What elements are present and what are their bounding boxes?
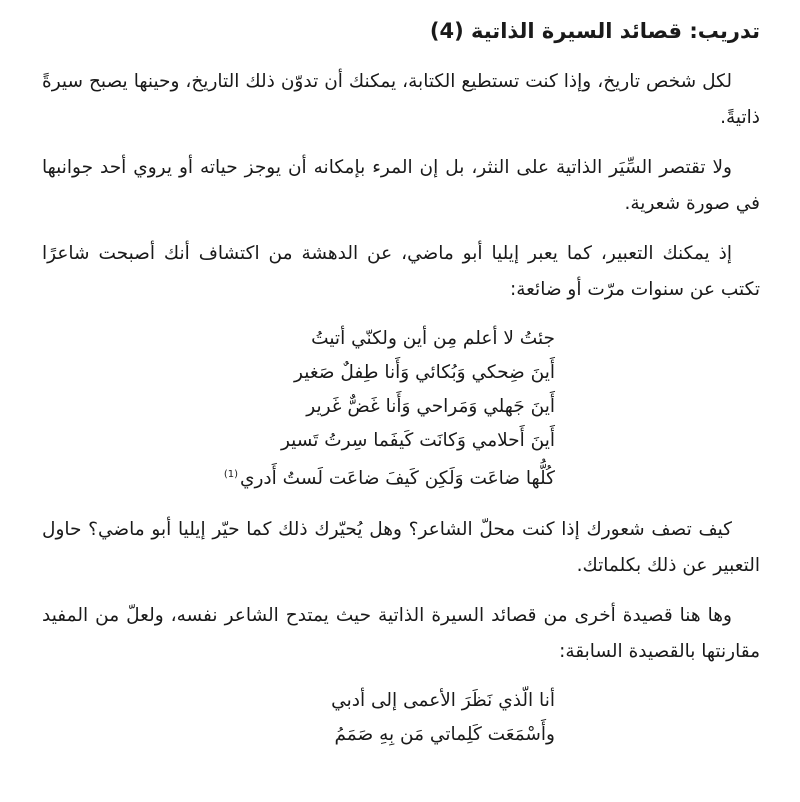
poem-mutanabbi	[42, 684, 760, 752]
question-paragraph: كيف تصف شعورك إذا كنت محلّ الشاعر؟ وهل يُحيّرك ذلك كما حيّر إيليا أبو ماضي؟ حاول التعبير عن ذلك بكلماتك.	[42, 519, 760, 577]
footnote-mark: (1)	[223, 469, 238, 480]
poem-line: أَينَ جَهلي وَمَراحي وَأَنا غَضٌّ غَرير	[306, 396, 555, 417]
prose-paragraph: ولا تقتصر السِّيَر الذاتية على النثر، بل إن المرء بإمكانه أن يوجز حياته أو يروي أحد جوانبها في صورة شعرية.	[42, 157, 760, 214]
poem-line: وأَسْمَعَت كَلِماتي مَن بِهِ صَمَمُ	[334, 724, 555, 746]
poem-line: أَينَ أَحلامي وَكانَت كَيفَما سِرتُ تَسير	[280, 430, 555, 451]
poem-line-text: كُلُّها ضاعَت وَلَكِن كَيفَ ضاعَت لَستُ أَدري	[240, 468, 555, 490]
poem-line-last	[42, 458, 555, 496]
lead-in-paragraph: إذ يمكنك التعبير، كما يعبر إيليا أبو ماضي، عن الدهشة من اكتشاف أنك أصبحت شاعرًا تكتب عن سنوات مرّت أو ضائعة:	[42, 243, 760, 300]
poem-line: أَينَ ضِحكي وَبُكائي وَأَنا طِفلٌ صَغير	[294, 362, 555, 383]
poem-abu-madi	[42, 322, 760, 496]
page-title: تدريب: قصائد السيرة الذاتية (4)	[429, 19, 760, 43]
comparison-paragraph: وها هنا قصيدة أخرى من قصائد السيرة الذاتية حيث يمتدح الشاعر نفسه، ولعلّ من المفيد مقارنتها بالقصيدة السابقة:	[42, 605, 760, 663]
poem-line: جئتُ لا أعلم مِن أين ولكنّي أتيتُ	[311, 328, 555, 349]
poem-line: أنا الّذي نَظَرَ الأعمى إلى أدبي	[331, 690, 555, 712]
intro-paragraph: لكل شخص تاريخ، وإذا كنت تستطيع الكتابة، يمكنك أن تدوّن ذلك التاريخ، وحينها يصبح سيرةً ذاتيةً.	[42, 71, 760, 128]
